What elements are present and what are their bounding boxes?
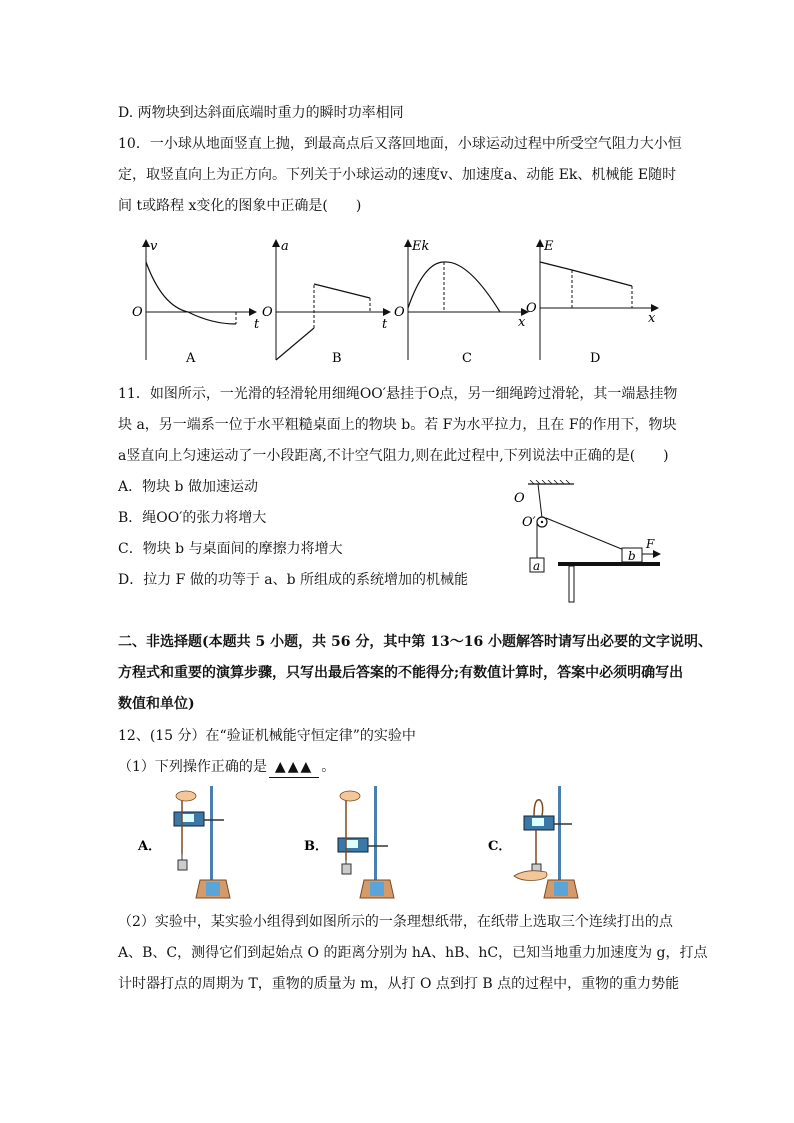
q11-option-a: A．物块 b 做加速运动: [118, 479, 258, 495]
graph-c-xlabel: x: [518, 315, 526, 330]
q9-option-d: D. 两物块到达斜面底端时重力的瞬时功率相同: [118, 105, 404, 121]
apparatus-a-label: A．: [138, 839, 162, 854]
graph-b-option: B: [332, 351, 342, 366]
q12-part2-line2: A、B、C，测得它们到起始点 O 的距离分别为 hA、hB、hC，已知当地重力加速度为 g，打点: [118, 945, 708, 961]
pulley-label-o-prime: O′: [522, 515, 536, 530]
q12-part2-line1: （2）实验中，某实验小组得到如图所示的一条理想纸带，在纸带上选取三个连续打出的点: [118, 914, 673, 930]
q11-pulley-figure: [508, 480, 668, 606]
graph-d-origin: O: [526, 301, 537, 316]
graph-a: [132, 239, 260, 366]
graph-b-xlabel: t: [382, 317, 388, 332]
q11-stem-line3: a竖直向上匀速运动了一小段距离,不计空气阻力,则在此过程中,下列说法中正确的是( ): [118, 448, 669, 464]
graph-a-xlabel: t: [254, 317, 260, 332]
q11-option-d: D．拉力 F 做的功等于 a、b 所组成的系统增加的机械能: [118, 572, 469, 588]
q12-part1-blank: ▲▲▲: [269, 757, 319, 778]
graph-a-option: A: [186, 351, 196, 366]
apparatus-a: [137, 786, 230, 898]
graph-d: [526, 239, 658, 366]
q10-stem-line2: 定，取竖直向上为正方向。下列关于小球运动的速度v、加速度a、动能 Ek、机械能 E随时: [118, 167, 677, 183]
pulley-label-o: O: [514, 491, 525, 506]
graph-a-ylabel: v: [150, 239, 158, 254]
q11-stem-line2: 块 a，另一端系一位于水平粗糙桌面上的物块 b。若 F为水平拉力，且在 F的作用下，物块: [118, 417, 677, 433]
q12-stem: 12、(15 分）在“验证机械能守恒定律”的实验中: [118, 728, 416, 744]
q12-part1-prefix: （1）下列操作正确的是: [118, 759, 267, 775]
q11-stem-line1: 11．如图所示，一光滑的轻滑轮用细绳OO′悬挂于O点，另一细绳跨过滑轮，其一端悬挂物: [118, 386, 678, 402]
graph-c-option: C: [462, 351, 472, 366]
q12-apparatus-figure: [134, 784, 604, 904]
q11-option-c: C．物块 b 与桌面间的摩擦力将增大: [118, 541, 343, 557]
apparatus-c-label: C．: [488, 839, 512, 854]
q12-part1-suffix: 。: [321, 759, 336, 775]
pulley-label-b: b: [628, 549, 636, 563]
q12-part1: [118, 757, 335, 778]
pulley-label-f: F: [646, 537, 655, 551]
apparatus-b: [304, 786, 394, 898]
graph-c-origin: O: [394, 305, 405, 320]
graph-b-ylabel: a: [281, 239, 289, 254]
section2-line3: 数值和单位): [118, 696, 195, 712]
graph-b: [262, 239, 390, 366]
graph-c-ylabel: Ek: [412, 239, 430, 254]
pulley-label-a: a: [533, 559, 541, 573]
graph-b-origin: O: [262, 305, 273, 320]
graph-c: [394, 239, 528, 366]
graph-d-xlabel: x: [648, 311, 656, 326]
apparatus-c: [488, 786, 578, 898]
q11-option-b: B．绳OO′的张力将增大: [118, 510, 267, 526]
graph-a-origin: O: [132, 305, 143, 320]
graph-d-option: D: [590, 351, 601, 366]
q12-part2-line3: 计时器打点的周期为 T，重物的质量为 m，从打 O 点到打 B 点的过程中，重物的重力势能: [118, 976, 680, 992]
q10-graphs-figure: [128, 232, 668, 372]
section2-line1: 二、非选择题(本题共 5 小题，共 56 分，其中第 13～16 小题解答时请写出必要的文字说明、: [118, 634, 713, 650]
q10-stem-line1: 10．一小球从地面竖直上抛，到最高点后又落回地面，小球运动过程中所受空气阻力大小恒: [118, 136, 682, 152]
section2-line2: 方程式和重要的演算步骤，只写出最后答案的不能得分;有数值计算时，答案中必须明确写出: [118, 665, 684, 681]
q10-stem-line3: 间 t或路程 x变化的图象中正确是( ): [118, 198, 362, 214]
apparatus-b-label: B．: [304, 839, 328, 854]
graph-d-ylabel: E: [544, 239, 554, 254]
